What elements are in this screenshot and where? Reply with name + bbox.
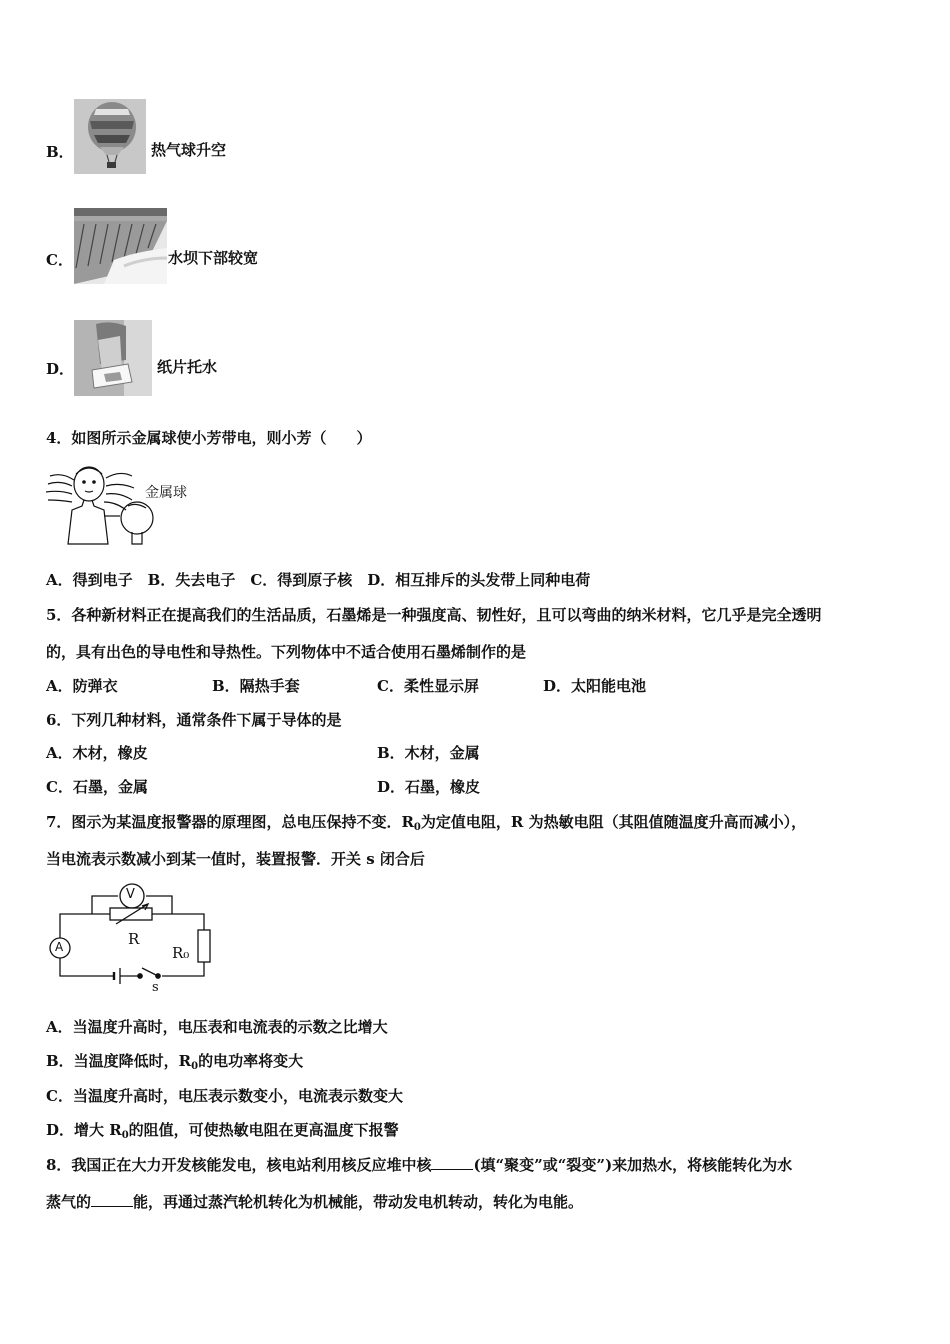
q8-blank-1[interactable] [431, 1155, 473, 1170]
q4-stem: 4．如图所示金属球使小芳带电，则小芳（ ） [46, 429, 372, 447]
voltmeter-label: V [126, 887, 135, 902]
metal-ball-label: 金属球 [145, 485, 187, 501]
q7-option-b: B．当温度降低时，$R_0$的电功率将变大 [46, 1052, 304, 1072]
q7-stem-line1: 7．图示为某温度报警器的原理图，总电压保持不变．$R_0$为定值电阻，R 为热敏电阻（其阻值随温度升高而减小）， [46, 813, 807, 833]
q8-line1: 8．我国正在大力开发核能发电，核电站利用核反应堆中核 (填“聚变”或“裂变”)来加热水，将核能转化为水 [46, 1156, 793, 1174]
paper-holding-water-photo [74, 320, 152, 396]
q7-option-c: C．当温度升高时，电压表示数变小，电流表示数变大 [46, 1087, 403, 1105]
q6-option-a: A．木材，橡皮 [46, 744, 148, 762]
ammeter-label: A [55, 940, 64, 954]
r0-label: R₀ [172, 944, 190, 962]
girl-with-metal-ball-figure [46, 460, 196, 550]
q4-options: A．得到电子 B．失去电子 C．得到原子核 D．相互排斥的头发带上同种电荷 [46, 571, 591, 589]
circuit-diagram [46, 876, 216, 996]
q7-option-a: A．当温度升高时，电压表和电流表的示数之比增大 [46, 1018, 388, 1036]
q5-option-c: C．柔性显示屏 [377, 677, 479, 695]
q7-stem-line2: 当电流表示数减小到某一值时，装置报警．开关 s 闭合后 [46, 850, 425, 868]
option-c-text: 水坝下部较宽 [168, 249, 259, 267]
dam-photo [74, 208, 167, 284]
q6-option-d: D．石墨，橡皮 [377, 778, 481, 796]
q5-option-b: B．隔热手套 [212, 677, 300, 695]
thermistor-label: R [128, 930, 140, 948]
q6-stem: 6．下列几种材料，通常条件下属于导体的是 [46, 711, 342, 729]
option-b-text: 热气球升空 [151, 141, 227, 159]
option-letter-c: C． [46, 251, 73, 269]
q6-option-c: C．石墨，金属 [46, 778, 148, 796]
q5-stem-line2: 的，具有出色的导电性和导热性。下列物体中不适合使用石墨烯制作的是 [46, 643, 527, 661]
q8-line2: 蒸气的 能，再通过蒸汽轮机转化为机械能，带动发电机转动，转化为电能。 [46, 1193, 584, 1211]
q6-option-b: B．木材，金属 [377, 744, 480, 762]
q5-option-d: D．太阳能电池 [543, 677, 647, 695]
switch-label: s [152, 980, 159, 995]
option-letter-d: D． [46, 360, 75, 378]
q5-stem-line1: 5．各种新材料正在提高我们的生活品质，石墨烯是一种强度高、韧性好，且可以弯曲的纳米材料，它几乎是完全透明 [46, 606, 822, 624]
q7-option-d: D．增大 $R_0$的阻值，可使热敏电阻在更高温度下报警 [46, 1121, 399, 1141]
hot-air-balloon-photo [74, 99, 146, 174]
option-letter-b: B． [46, 143, 74, 161]
option-d-text: 纸片托水 [157, 358, 218, 376]
q8-blank-2[interactable] [91, 1192, 133, 1207]
q5-option-a: A．防弹衣 [46, 677, 118, 695]
